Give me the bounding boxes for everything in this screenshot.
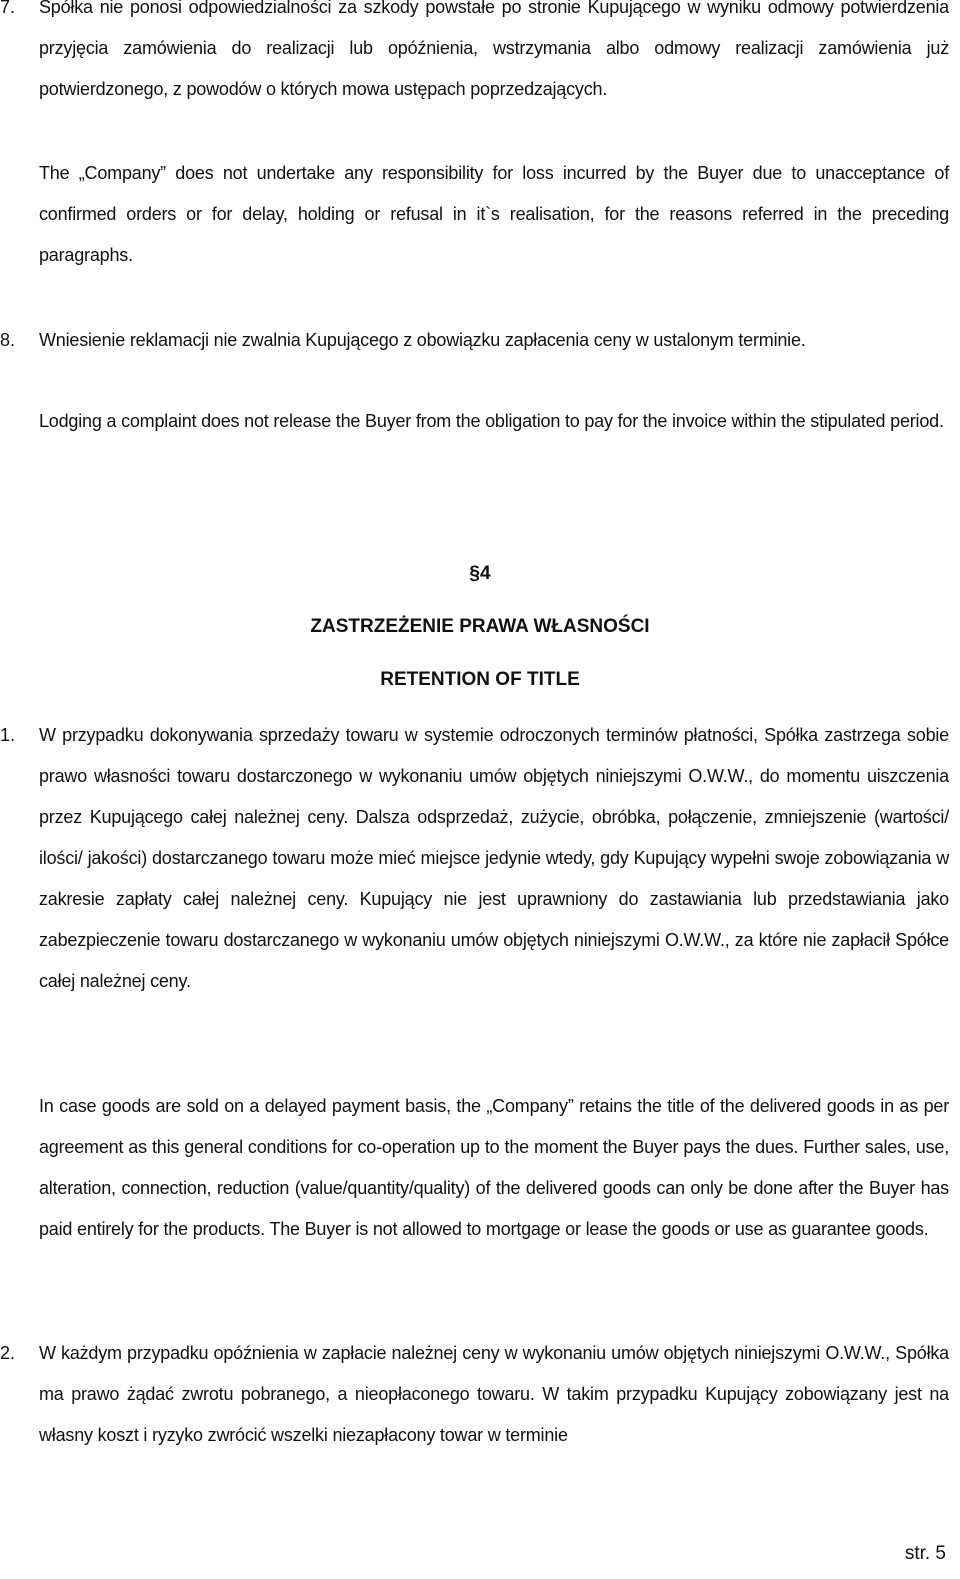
s4-item-1-english: In case goods are sold on a delayed payment basis, the „Company” retains the title of the delivered goods in as per agreement as this general conditions for co-operation up to the moment the Buyer pays the dues. Further sales, use, alteration, connection, reduction (value/quantity/quality) of the delivered goods can only be done after the Buyer has paid entirely for the products. The Buyer is not allowed to mortgage or lease the goods or use as guarantee goods.	[39, 1096, 949, 1239]
s4-item-1-number: 1.	[0, 725, 16, 745]
s4-item-2-polish: W każdym przypadku opóźnienia w zapłacie należnej ceny w wykonaniu umów objętych niniejszymi O.W.W., Spółka ma prawo żądać zwrotu pobranego, a nieopłaconego towaru. W takim przypadku Kupujący zobowiązany jest na własny koszt i ryzyko zwrócić wszelki niezapłacony towar w terminie	[39, 1343, 949, 1445]
item-7-polish: Spółka nie ponosi odpowiedzialności za szkody powstałe po stronie Kupującego w wyniku odmowy potwierdzenia przyjęcia zamówienia do realizacji lub opóźnienia, wstrzymania albo odmowy realizacji zamówienia już potwierdzonego, z powodów o których mowa ustępach poprzedzających.	[39, 0, 949, 99]
item-7-english: The „Company” does not undertake any responsibility for loss incurred by the Buyer due to unacceptance of confirmed orders or for delay, holding or refusal in it`s realisation, for the reasons referred in the preceding paragraphs.	[39, 163, 949, 265]
item-8-polish: Wniesienie reklamacji nie zwalnia Kupującego z obowiązku zapłacenia ceny w ustalonym terminie.	[39, 330, 806, 350]
page-number: str. 5	[904, 1543, 946, 1564]
s4-item-2-number: 2.	[0, 1343, 16, 1363]
section-title-en: RETENTION OF TITLE	[380, 669, 580, 690]
item-8-english: Lodging a complaint does not release the Buyer from the obligation to pay for the invoice within the stipulated period.	[39, 411, 944, 431]
item-7-number: 7.	[0, 0, 16, 17]
section-heading	[0, 559, 960, 589]
section-title-pl: ZASTRZEŻENIE PRAWA WŁASNOŚCI	[310, 616, 650, 637]
section-symbol: §	[469, 563, 480, 584]
section-number: 4	[480, 563, 491, 584]
item-8-number: 8.	[0, 330, 16, 350]
s4-item-1-polish: W przypadku dokonywania sprzedaży towaru w systemie odroczonych terminów płatności, Spółka zastrzega sobie prawo własności towaru dostarczonego w wykonaniu umów objętych niniejszymi O.W.W., do momentu uiszczenia przez Kupującego całej należnej ceny. Dalsza odsprzedaż, zużycie, obróbka, połączenie, zmniejszenie (wartości/ ilości/ jakości) dostarczanego towaru może mieć miejsce jedynie wtedy, gdy Kupujący wypełni swoje zobowiązania w zakresie zapłaty całej należnej ceny. Kupujący nie jest uprawniony do zastawiania lub przedstawiania jako zabezpieczenie towaru dostarczanego w wykonaniu umów objętych niniejszymi O.W.W., za które nie zapłacił Spółce całej należnej ceny.	[39, 725, 949, 991]
